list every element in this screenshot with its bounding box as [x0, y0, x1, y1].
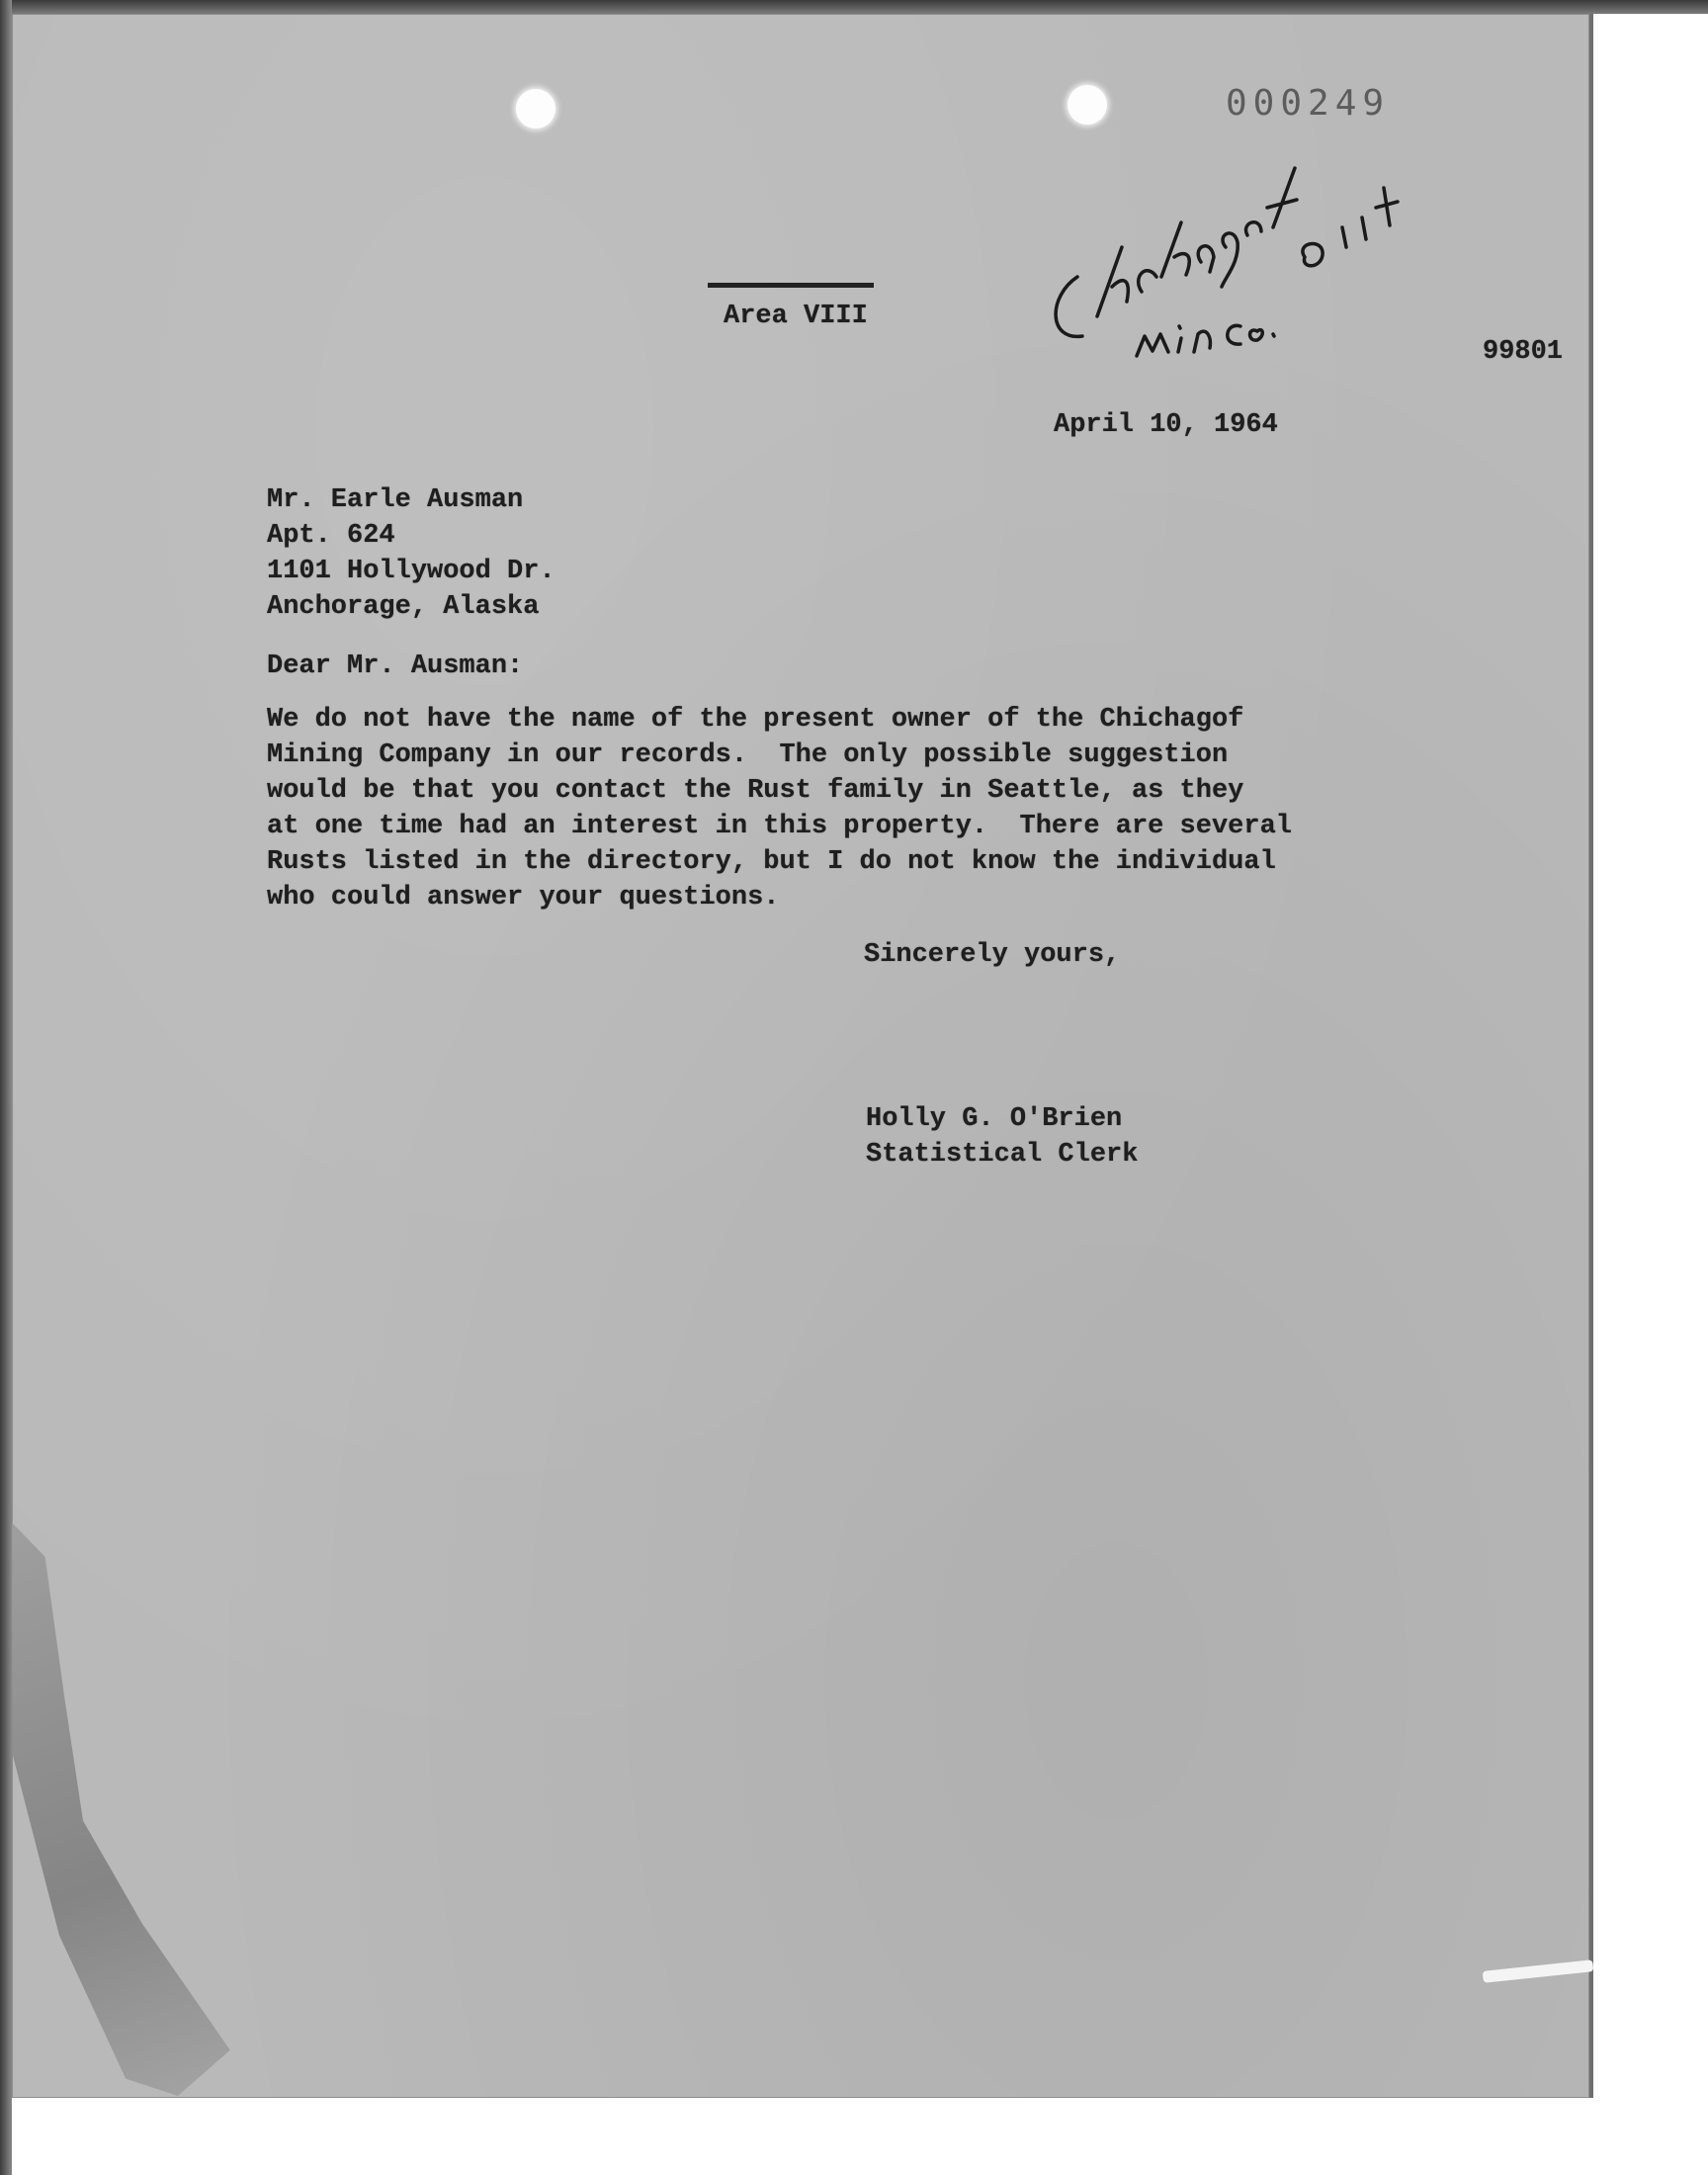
- document-stamp-number: 000249: [1226, 83, 1391, 124]
- body-line: would be that you contact the Rust family in Seattle, as they: [267, 776, 1244, 806]
- signature-block: [866, 1101, 1138, 1173]
- signer-name: Holly G. O'Brien: [866, 1104, 1123, 1134]
- recipient-street: 1101 Hollywood Dr.: [267, 557, 555, 586]
- page-edge: [1589, 14, 1593, 2098]
- body-line: Mining Company in our records. The only possible suggestion: [267, 740, 1229, 770]
- recipient-address: [267, 482, 555, 625]
- closing: Sincerely yours,: [864, 940, 1121, 970]
- recipient-apt: Apt. 624: [267, 521, 395, 551]
- body-line: at one time had an interest in this property. There are several: [267, 812, 1292, 841]
- body-line: Rusts listed in the directory, but I do not know the individual: [267, 847, 1276, 877]
- letter-date: April 10, 1964: [1054, 410, 1278, 440]
- recipient-city: Anchorage, Alaska: [267, 592, 540, 622]
- salutation: Dear Mr. Ausman:: [267, 652, 524, 681]
- body-line: who could answer your questions.: [267, 883, 780, 913]
- scan-border-left: [0, 0, 12, 2175]
- handwritten-annotation: [1028, 129, 1443, 366]
- punch-hole-right: [1068, 85, 1107, 125]
- scan-border-top: [0, 0, 1708, 14]
- punch-hole-left: [516, 89, 555, 129]
- area-label: Area VIII: [724, 302, 868, 331]
- signer-title: Statistical Clerk: [866, 1140, 1139, 1170]
- body-line: We do not have the name of the present owner of the Chichagof: [267, 705, 1244, 735]
- letter-body: [267, 702, 1292, 915]
- area-underline: [708, 283, 874, 288]
- recipient-name: Mr. Earle Ausman: [267, 485, 524, 515]
- zip-code: 99801: [1483, 337, 1564, 367]
